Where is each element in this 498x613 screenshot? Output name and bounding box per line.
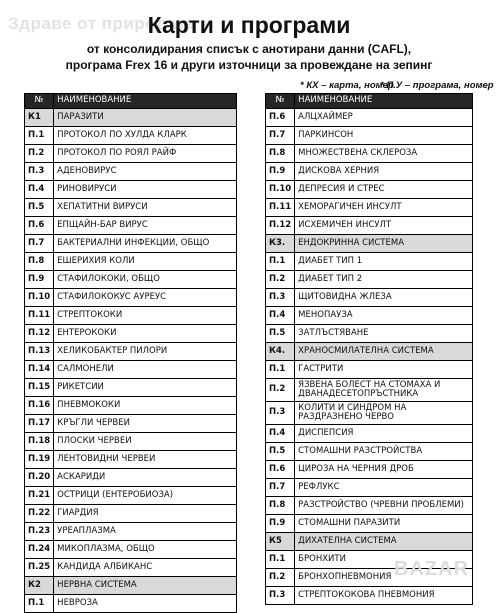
row-name: ПАРАЗИТИ <box>54 109 237 127</box>
column-header-name: НАИМЕНОВАНИЕ <box>295 94 473 109</box>
table-row <box>266 271 473 289</box>
row-name: ДИАБЕТ ТИП 1 <box>295 253 473 271</box>
row-name: ХЕПАТИТНИ ВИРУСИ <box>54 199 237 217</box>
row-name: ДИСКОВА ХЕРНИЯ <box>295 163 473 181</box>
table-row <box>266 109 473 127</box>
row-number: К1 <box>25 109 54 127</box>
table-row <box>266 402 473 425</box>
page-subtitle-line-1: от консолидирания списък с анотирани данни (CAFL), <box>86 42 412 56</box>
row-number: П.12 <box>266 217 295 235</box>
row-number: П.1 <box>266 253 295 271</box>
row-number: П.1 <box>266 551 295 569</box>
row-name: БАКТЕРИАЛНИ ИНФЕКЦИИ, ОБЩО <box>54 235 237 253</box>
row-name: БРОНХОПНЕВМОНИЯ <box>295 569 473 587</box>
row-name: МИКОПЛАЗМА, ОБЩО <box>54 541 237 559</box>
programs-table-right <box>265 93 473 605</box>
table-row <box>25 559 237 577</box>
table-row <box>266 497 473 515</box>
row-number: П.3 <box>266 289 295 307</box>
table-row <box>25 415 237 433</box>
row-number: П.6 <box>266 109 295 127</box>
section-row <box>25 109 237 127</box>
row-name: ЦИРОЗА НА ЧЕРНИЯ ДРОБ <box>295 461 473 479</box>
table-row <box>266 515 473 533</box>
row-number: П.13 <box>25 343 54 361</box>
row-name: ПЛОСКИ ЧЕРВЕИ <box>54 433 237 451</box>
row-number: П.19 <box>25 451 54 469</box>
row-number: П.8 <box>266 145 295 163</box>
table-row <box>266 289 473 307</box>
column-header-number: № <box>266 94 295 109</box>
row-number: П.9 <box>25 271 54 289</box>
row-number: К5 <box>266 533 295 551</box>
table-row <box>25 541 237 559</box>
row-name: ЕШЕРИХИЯ КОЛИ <box>54 253 237 271</box>
row-name: УРЕАПЛАЗМА <box>54 523 237 541</box>
legend-card-number: * КХ – карта, номер <box>300 80 394 91</box>
row-number: П.20 <box>25 469 54 487</box>
row-name: ЩИТОВИДНА ЖЛЕЗА <box>295 289 473 307</box>
row-number: П.21 <box>25 487 54 505</box>
row-number: П.7 <box>266 479 295 497</box>
row-name: ДИАБЕТ ТИП 2 <box>295 271 473 289</box>
row-name: АЛЦХАЙМЕР <box>295 109 473 127</box>
row-number: П.24 <box>25 541 54 559</box>
row-number: П.2 <box>266 271 295 289</box>
row-name: ИСХЕМИЧЕН ИНСУЛТ <box>295 217 473 235</box>
row-number: П.4 <box>266 425 295 443</box>
row-number: П.1 <box>266 361 295 379</box>
row-number: П.7 <box>25 235 54 253</box>
row-name: ДИХАТЕЛНА СИСТЕМА <box>295 533 473 551</box>
row-name: БРОНХИТИ <box>295 551 473 569</box>
row-number: П.3 <box>266 587 295 605</box>
row-name: КАНДИДА АЛБИКАНС <box>54 559 237 577</box>
table-header-row <box>266 94 473 109</box>
row-name: ЕНДОКРИННА СИСТЕМА <box>295 235 473 253</box>
row-number: П.15 <box>25 379 54 397</box>
row-name: НЕВРОЗА <box>54 595 237 613</box>
table-row <box>25 433 237 451</box>
row-number: П.2 <box>25 145 54 163</box>
row-number: П.1 <box>25 595 54 613</box>
row-number: П.11 <box>266 199 295 217</box>
row-number: П.5 <box>266 325 295 343</box>
row-name: ХРАНОСМИЛАТЕЛНА СИСТЕМА <box>295 343 473 361</box>
table-row <box>25 217 237 235</box>
row-number: П.3 <box>266 402 295 425</box>
section-row <box>266 343 473 361</box>
row-number: П.22 <box>25 505 54 523</box>
column-header-name: НАИМЕНОВАНИЕ <box>54 94 237 109</box>
row-name: СТРЕПТОКОКОВА ПНЕВМОНИЯ <box>295 587 473 605</box>
section-row <box>25 577 237 595</box>
row-name: ПРОТОКОЛ ПО РОЯЛ РАЙФ <box>54 145 237 163</box>
table-row <box>266 127 473 145</box>
row-number: П.10 <box>25 289 54 307</box>
row-name: ГАСТРИТИ <box>295 361 473 379</box>
row-name: АДЕНОВИРУС <box>54 163 237 181</box>
table-row <box>25 379 237 397</box>
table-row <box>25 127 237 145</box>
row-number: К2 <box>25 577 54 595</box>
row-number: П.9 <box>266 163 295 181</box>
legend-program-number: * П.У – програма, номер <box>380 80 494 91</box>
table-row <box>266 443 473 461</box>
row-number: П.6 <box>266 461 295 479</box>
row-name: ЛЕНТОВИДНИ ЧЕРВЕИ <box>54 451 237 469</box>
table-row <box>25 595 237 613</box>
programs-table-right-body <box>266 109 473 605</box>
table-row <box>266 425 473 443</box>
table-row <box>25 487 237 505</box>
row-name: ОСТРИЦИ (ЕНТЕРОБИОЗА) <box>54 487 237 505</box>
table-row <box>25 145 237 163</box>
row-name: КОЛИТИ И СИНДРОМ НА РАЗДРАЗНЕНО ЧЕРВО <box>295 402 473 425</box>
table-row <box>25 397 237 415</box>
table-row <box>266 199 473 217</box>
row-number: П.12 <box>25 325 54 343</box>
section-row <box>266 235 473 253</box>
table-row <box>266 163 473 181</box>
table-row <box>266 145 473 163</box>
row-number: П.18 <box>25 433 54 451</box>
table-row <box>25 199 237 217</box>
row-name: ДЕПРЕСИЯ И СТРЕС <box>295 181 473 199</box>
row-name: МНОЖЕСТВЕНА СКЛЕРОЗА <box>295 145 473 163</box>
row-name: ПНЕВМОКОКИ <box>54 397 237 415</box>
row-number: П.7 <box>266 127 295 145</box>
table-row <box>25 235 237 253</box>
row-name: ДИСПЕПСИЯ <box>295 425 473 443</box>
table-row <box>266 461 473 479</box>
row-number: П.9 <box>266 515 295 533</box>
row-number: П.17 <box>25 415 54 433</box>
row-name: АСКАРИДИ <box>54 469 237 487</box>
row-name: САЛМОНЕЛИ <box>54 361 237 379</box>
row-number: П.2 <box>266 379 295 402</box>
table-row <box>266 325 473 343</box>
row-name: РИКЕТСИИ <box>54 379 237 397</box>
table-row <box>25 343 237 361</box>
table-row <box>25 505 237 523</box>
table-row <box>25 325 237 343</box>
row-name: ЯЗВЕНА БОЛЕСТ НА СТОМАХА И ДВАНАДЕСЕТОПРЪСТНИКА <box>295 379 473 402</box>
row-name: ЕНТЕРОКОКИ <box>54 325 237 343</box>
row-name: ПАРКИНСОН <box>295 127 473 145</box>
row-number: П.6 <box>25 217 54 235</box>
programs-table-left-body <box>25 109 237 613</box>
table-row <box>266 217 473 235</box>
row-number: П.3 <box>25 163 54 181</box>
table-row <box>266 307 473 325</box>
table-row <box>266 361 473 379</box>
row-number: П.8 <box>266 497 295 515</box>
page-subtitle-line-2: програма Frex 16 и други източници за провеждане на зепинг <box>65 58 433 72</box>
row-name: СТОМАШНИ РАЗСТРОЙСТВА <box>295 443 473 461</box>
table-row <box>25 469 237 487</box>
row-number: К4. <box>266 343 295 361</box>
row-name: КРЪГЛИ ЧЕРВЕИ <box>54 415 237 433</box>
row-name: СТАФИЛОКОКИ, ОБЩО <box>54 271 237 289</box>
row-number: П.23 <box>25 523 54 541</box>
row-number: П.14 <box>25 361 54 379</box>
table-row <box>25 163 237 181</box>
row-number: П.8 <box>25 253 54 271</box>
row-name: ЗАТЛЪСТЯВАНЕ <box>295 325 473 343</box>
table-row <box>25 307 237 325</box>
row-name: РЕФЛУКС <box>295 479 473 497</box>
section-row <box>266 533 473 551</box>
table-row <box>25 289 237 307</box>
table-row <box>266 587 473 605</box>
row-name: СТОМАШНИ ПАРАЗИТИ <box>295 515 473 533</box>
row-number: П.4 <box>266 307 295 325</box>
row-number: П.4 <box>25 181 54 199</box>
row-name: ЕПЩАЙН-БАР ВИРУС <box>54 217 237 235</box>
table-row <box>25 253 237 271</box>
row-name: ХЕЛИКОБАКТЕР ПИЛОРИ <box>54 343 237 361</box>
row-number: П.11 <box>25 307 54 325</box>
row-number: П.2 <box>266 569 295 587</box>
row-name: ХЕМОРАГИЧЕН ИНСУЛТ <box>295 199 473 217</box>
row-name: РАЗСТРОЙСТВО (ЧРЕВНИ ПРОБЛЕМИ) <box>295 497 473 515</box>
table-row <box>25 271 237 289</box>
row-number: П.5 <box>266 443 295 461</box>
row-number: П.1 <box>25 127 54 145</box>
row-number: П.5 <box>25 199 54 217</box>
row-number: К3. <box>266 235 295 253</box>
row-number: П.16 <box>25 397 54 415</box>
row-name: ГИАРДИЯ <box>54 505 237 523</box>
table-row <box>266 181 473 199</box>
page-title: Карти и програми <box>147 12 351 38</box>
programs-table-left <box>24 93 237 613</box>
row-name: СТРЕПТОКОКИ <box>54 307 237 325</box>
table-row <box>25 523 237 541</box>
row-name: НЕРВНА СИСТЕМА <box>54 577 237 595</box>
row-name: МЕНОПАУЗА <box>295 307 473 325</box>
column-header-number: № <box>25 94 54 109</box>
row-number: П.25 <box>25 559 54 577</box>
table-row <box>266 479 473 497</box>
row-name: РИНОВИРУСИ <box>54 181 237 199</box>
watermark-text: Здраве от природата <box>8 14 196 33</box>
table-row <box>25 361 237 379</box>
corner-watermark-logo: BAZAR <box>394 558 469 580</box>
row-name: ПРОТОКОЛ ПО ХУЛДА КЛАРК <box>54 127 237 145</box>
table-row <box>266 379 473 402</box>
row-number: П.10 <box>266 181 295 199</box>
table-row <box>25 451 237 469</box>
row-name: СТАФИЛОКОКУС АУРЕУС <box>54 289 237 307</box>
table-row <box>266 253 473 271</box>
table-row <box>25 181 237 199</box>
table-header-row <box>25 94 237 109</box>
